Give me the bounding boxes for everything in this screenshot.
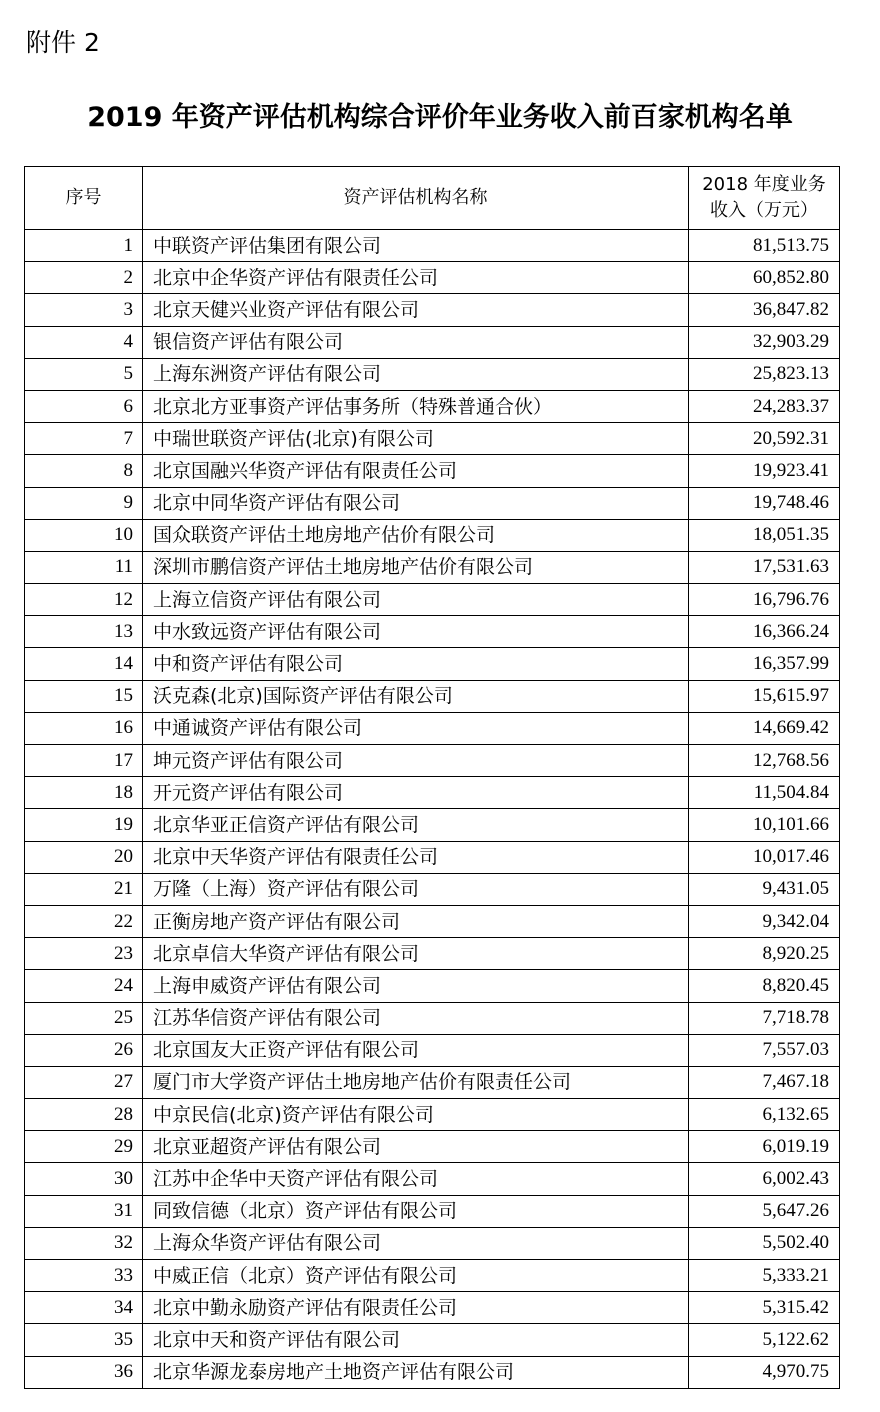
table-row — [25, 423, 840, 455]
row-seq: 19 — [25, 809, 143, 841]
table-row — [25, 390, 840, 422]
row-name: 北京卓信大华资产评估有限公司 — [143, 938, 689, 970]
row-revenue: 19,923.41 — [689, 455, 840, 487]
row-revenue: 17,531.63 — [689, 551, 840, 583]
row-name: 中水致远资产评估有限公司 — [143, 616, 689, 648]
row-revenue: 25,823.13 — [689, 358, 840, 390]
row-revenue: 4,970.75 — [689, 1356, 840, 1388]
row-name: 中京民信(北京)资产评估有限公司 — [143, 1099, 689, 1131]
row-seq: 8 — [25, 455, 143, 487]
row-seq: 21 — [25, 873, 143, 905]
table-row — [25, 809, 840, 841]
row-seq: 36 — [25, 1356, 143, 1388]
row-revenue: 10,017.46 — [689, 841, 840, 873]
table-row — [25, 616, 840, 648]
table-row — [25, 1099, 840, 1131]
row-name: 国众联资产评估土地房地产估价有限公司 — [143, 519, 689, 551]
table-row — [25, 1163, 840, 1195]
row-name: 中瑞世联资产评估(北京)有限公司 — [143, 423, 689, 455]
row-name: 江苏华信资产评估有限公司 — [143, 1002, 689, 1034]
row-name: 银信资产评估有限公司 — [143, 326, 689, 358]
row-name: 北京亚超资产评估有限公司 — [143, 1131, 689, 1163]
row-name: 正衡房地产资产评估有限公司 — [143, 905, 689, 937]
row-revenue: 6,132.65 — [689, 1099, 840, 1131]
table-row — [25, 326, 840, 358]
table-row — [25, 1066, 840, 1098]
table-row — [25, 294, 840, 326]
row-seq: 16 — [25, 712, 143, 744]
row-revenue: 14,669.42 — [689, 712, 840, 744]
row-name: 同致信德（北京）资产评估有限公司 — [143, 1195, 689, 1227]
table-row — [25, 230, 840, 262]
table-row — [25, 745, 840, 777]
table-row — [25, 712, 840, 744]
row-revenue: 16,796.76 — [689, 584, 840, 616]
row-seq: 30 — [25, 1163, 143, 1195]
row-seq: 11 — [25, 551, 143, 583]
row-seq: 22 — [25, 905, 143, 937]
row-seq: 25 — [25, 1002, 143, 1034]
row-name: 厦门市大学资产评估土地房地产估价有限责任公司 — [143, 1066, 689, 1098]
row-name: 中联资产评估集团有限公司 — [143, 230, 689, 262]
row-name: 北京中企华资产评估有限责任公司 — [143, 262, 689, 294]
table-row — [25, 1227, 840, 1259]
header-revenue — [689, 167, 840, 230]
row-seq: 10 — [25, 519, 143, 551]
row-name: 上海申威资产评估有限公司 — [143, 970, 689, 1002]
row-revenue: 16,357.99 — [689, 648, 840, 680]
row-seq: 17 — [25, 745, 143, 777]
table-row — [25, 358, 840, 390]
row-revenue: 5,315.42 — [689, 1292, 840, 1324]
row-revenue: 10,101.66 — [689, 809, 840, 841]
row-seq: 12 — [25, 584, 143, 616]
row-seq: 20 — [25, 841, 143, 873]
table-row — [25, 970, 840, 1002]
row-name: 北京天健兴业资产评估有限公司 — [143, 294, 689, 326]
row-seq: 33 — [25, 1260, 143, 1292]
table-row — [25, 680, 840, 712]
row-name: 坤元资产评估有限公司 — [143, 745, 689, 777]
row-name: 万隆（上海）资产评估有限公司 — [143, 873, 689, 905]
document-title: 2019 年资产评估机构综合评价年业务收入前百家机构名单 — [87, 102, 793, 133]
table-row — [25, 1034, 840, 1066]
row-revenue: 16,366.24 — [689, 616, 840, 648]
row-revenue: 36,847.82 — [689, 294, 840, 326]
row-seq: 5 — [25, 358, 143, 390]
row-seq: 34 — [25, 1292, 143, 1324]
row-name: 中威正信（北京）资产评估有限公司 — [143, 1260, 689, 1292]
row-seq: 24 — [25, 970, 143, 1002]
table-row — [25, 1324, 840, 1356]
header-name: 资产评估机构名称 — [143, 167, 689, 230]
row-seq: 6 — [25, 390, 143, 422]
row-seq: 26 — [25, 1034, 143, 1066]
table-row — [25, 487, 840, 519]
attachment-label: 附件 2 — [26, 28, 100, 57]
row-seq: 4 — [25, 326, 143, 358]
row-revenue: 8,820.45 — [689, 970, 840, 1002]
row-revenue: 19,748.46 — [689, 487, 840, 519]
header-revenue-line1: 2018 年度业务 — [702, 174, 826, 195]
table-row — [25, 938, 840, 970]
table-row — [25, 262, 840, 294]
table-row — [25, 551, 840, 583]
row-revenue: 24,283.37 — [689, 390, 840, 422]
row-revenue: 7,467.18 — [689, 1066, 840, 1098]
row-seq: 23 — [25, 938, 143, 970]
table-row — [25, 455, 840, 487]
row-name: 沃克森(北京)国际资产评估有限公司 — [143, 680, 689, 712]
table-row — [25, 648, 840, 680]
row-name: 上海东洲资产评估有限公司 — [143, 358, 689, 390]
table-row — [25, 1292, 840, 1324]
row-seq: 18 — [25, 777, 143, 809]
row-name: 北京国融兴华资产评估有限责任公司 — [143, 455, 689, 487]
row-revenue: 18,051.35 — [689, 519, 840, 551]
row-seq: 13 — [25, 616, 143, 648]
row-seq: 15 — [25, 680, 143, 712]
ranking-table — [24, 166, 840, 1389]
row-seq: 31 — [25, 1195, 143, 1227]
row-seq: 1 — [25, 230, 143, 262]
table-row — [25, 584, 840, 616]
row-revenue: 11,504.84 — [689, 777, 840, 809]
table-row — [25, 519, 840, 551]
row-revenue: 6,019.19 — [689, 1131, 840, 1163]
row-revenue: 5,122.62 — [689, 1324, 840, 1356]
row-revenue: 12,768.56 — [689, 745, 840, 777]
row-revenue: 15,615.97 — [689, 680, 840, 712]
row-revenue: 7,718.78 — [689, 1002, 840, 1034]
row-seq: 28 — [25, 1099, 143, 1131]
row-name: 北京华亚正信资产评估有限公司 — [143, 809, 689, 841]
row-seq: 7 — [25, 423, 143, 455]
table-row — [25, 1195, 840, 1227]
row-seq: 2 — [25, 262, 143, 294]
row-revenue: 20,592.31 — [689, 423, 840, 455]
row-seq: 27 — [25, 1066, 143, 1098]
table-header-row — [25, 167, 840, 230]
row-revenue: 32,903.29 — [689, 326, 840, 358]
table-row — [25, 1002, 840, 1034]
table-body — [25, 230, 840, 1389]
row-name: 中和资产评估有限公司 — [143, 648, 689, 680]
row-name: 中通诚资产评估有限公司 — [143, 712, 689, 744]
row-revenue: 7,557.03 — [689, 1034, 840, 1066]
row-seq: 14 — [25, 648, 143, 680]
row-name: 北京华源龙泰房地产土地资产评估有限公司 — [143, 1356, 689, 1388]
row-name: 北京中天华资产评估有限责任公司 — [143, 841, 689, 873]
header-revenue-line2: 收入（万元） — [710, 200, 818, 221]
row-name: 开元资产评估有限公司 — [143, 777, 689, 809]
table-row — [25, 1356, 840, 1388]
row-name: 江苏中企华中天资产评估有限公司 — [143, 1163, 689, 1195]
table-row — [25, 1131, 840, 1163]
row-revenue: 60,852.80 — [689, 262, 840, 294]
row-name: 北京中勤永励资产评估有限责任公司 — [143, 1292, 689, 1324]
table-row — [25, 905, 840, 937]
row-revenue: 5,502.40 — [689, 1227, 840, 1259]
row-name: 北京中同华资产评估有限公司 — [143, 487, 689, 519]
row-name: 上海众华资产评估有限公司 — [143, 1227, 689, 1259]
header-seq: 序号 — [25, 167, 143, 230]
table-row — [25, 873, 840, 905]
table-row — [25, 841, 840, 873]
row-revenue: 9,342.04 — [689, 905, 840, 937]
row-revenue: 9,431.05 — [689, 873, 840, 905]
row-revenue: 5,333.21 — [689, 1260, 840, 1292]
row-name: 深圳市鹏信资产评估土地房地产估价有限公司 — [143, 551, 689, 583]
row-name: 上海立信资产评估有限公司 — [143, 584, 689, 616]
row-revenue: 81,513.75 — [689, 230, 840, 262]
table-row — [25, 777, 840, 809]
row-revenue: 5,647.26 — [689, 1195, 840, 1227]
row-name: 北京中天和资产评估有限公司 — [143, 1324, 689, 1356]
row-name: 北京国友大正资产评估有限公司 — [143, 1034, 689, 1066]
row-revenue: 6,002.43 — [689, 1163, 840, 1195]
row-seq: 29 — [25, 1131, 143, 1163]
row-seq: 9 — [25, 487, 143, 519]
row-seq: 3 — [25, 294, 143, 326]
row-revenue: 8,920.25 — [689, 938, 840, 970]
row-name: 北京北方亚事资产评估事务所（特殊普通合伙） — [143, 390, 689, 422]
row-seq: 35 — [25, 1324, 143, 1356]
table-row — [25, 1260, 840, 1292]
row-seq: 32 — [25, 1227, 143, 1259]
